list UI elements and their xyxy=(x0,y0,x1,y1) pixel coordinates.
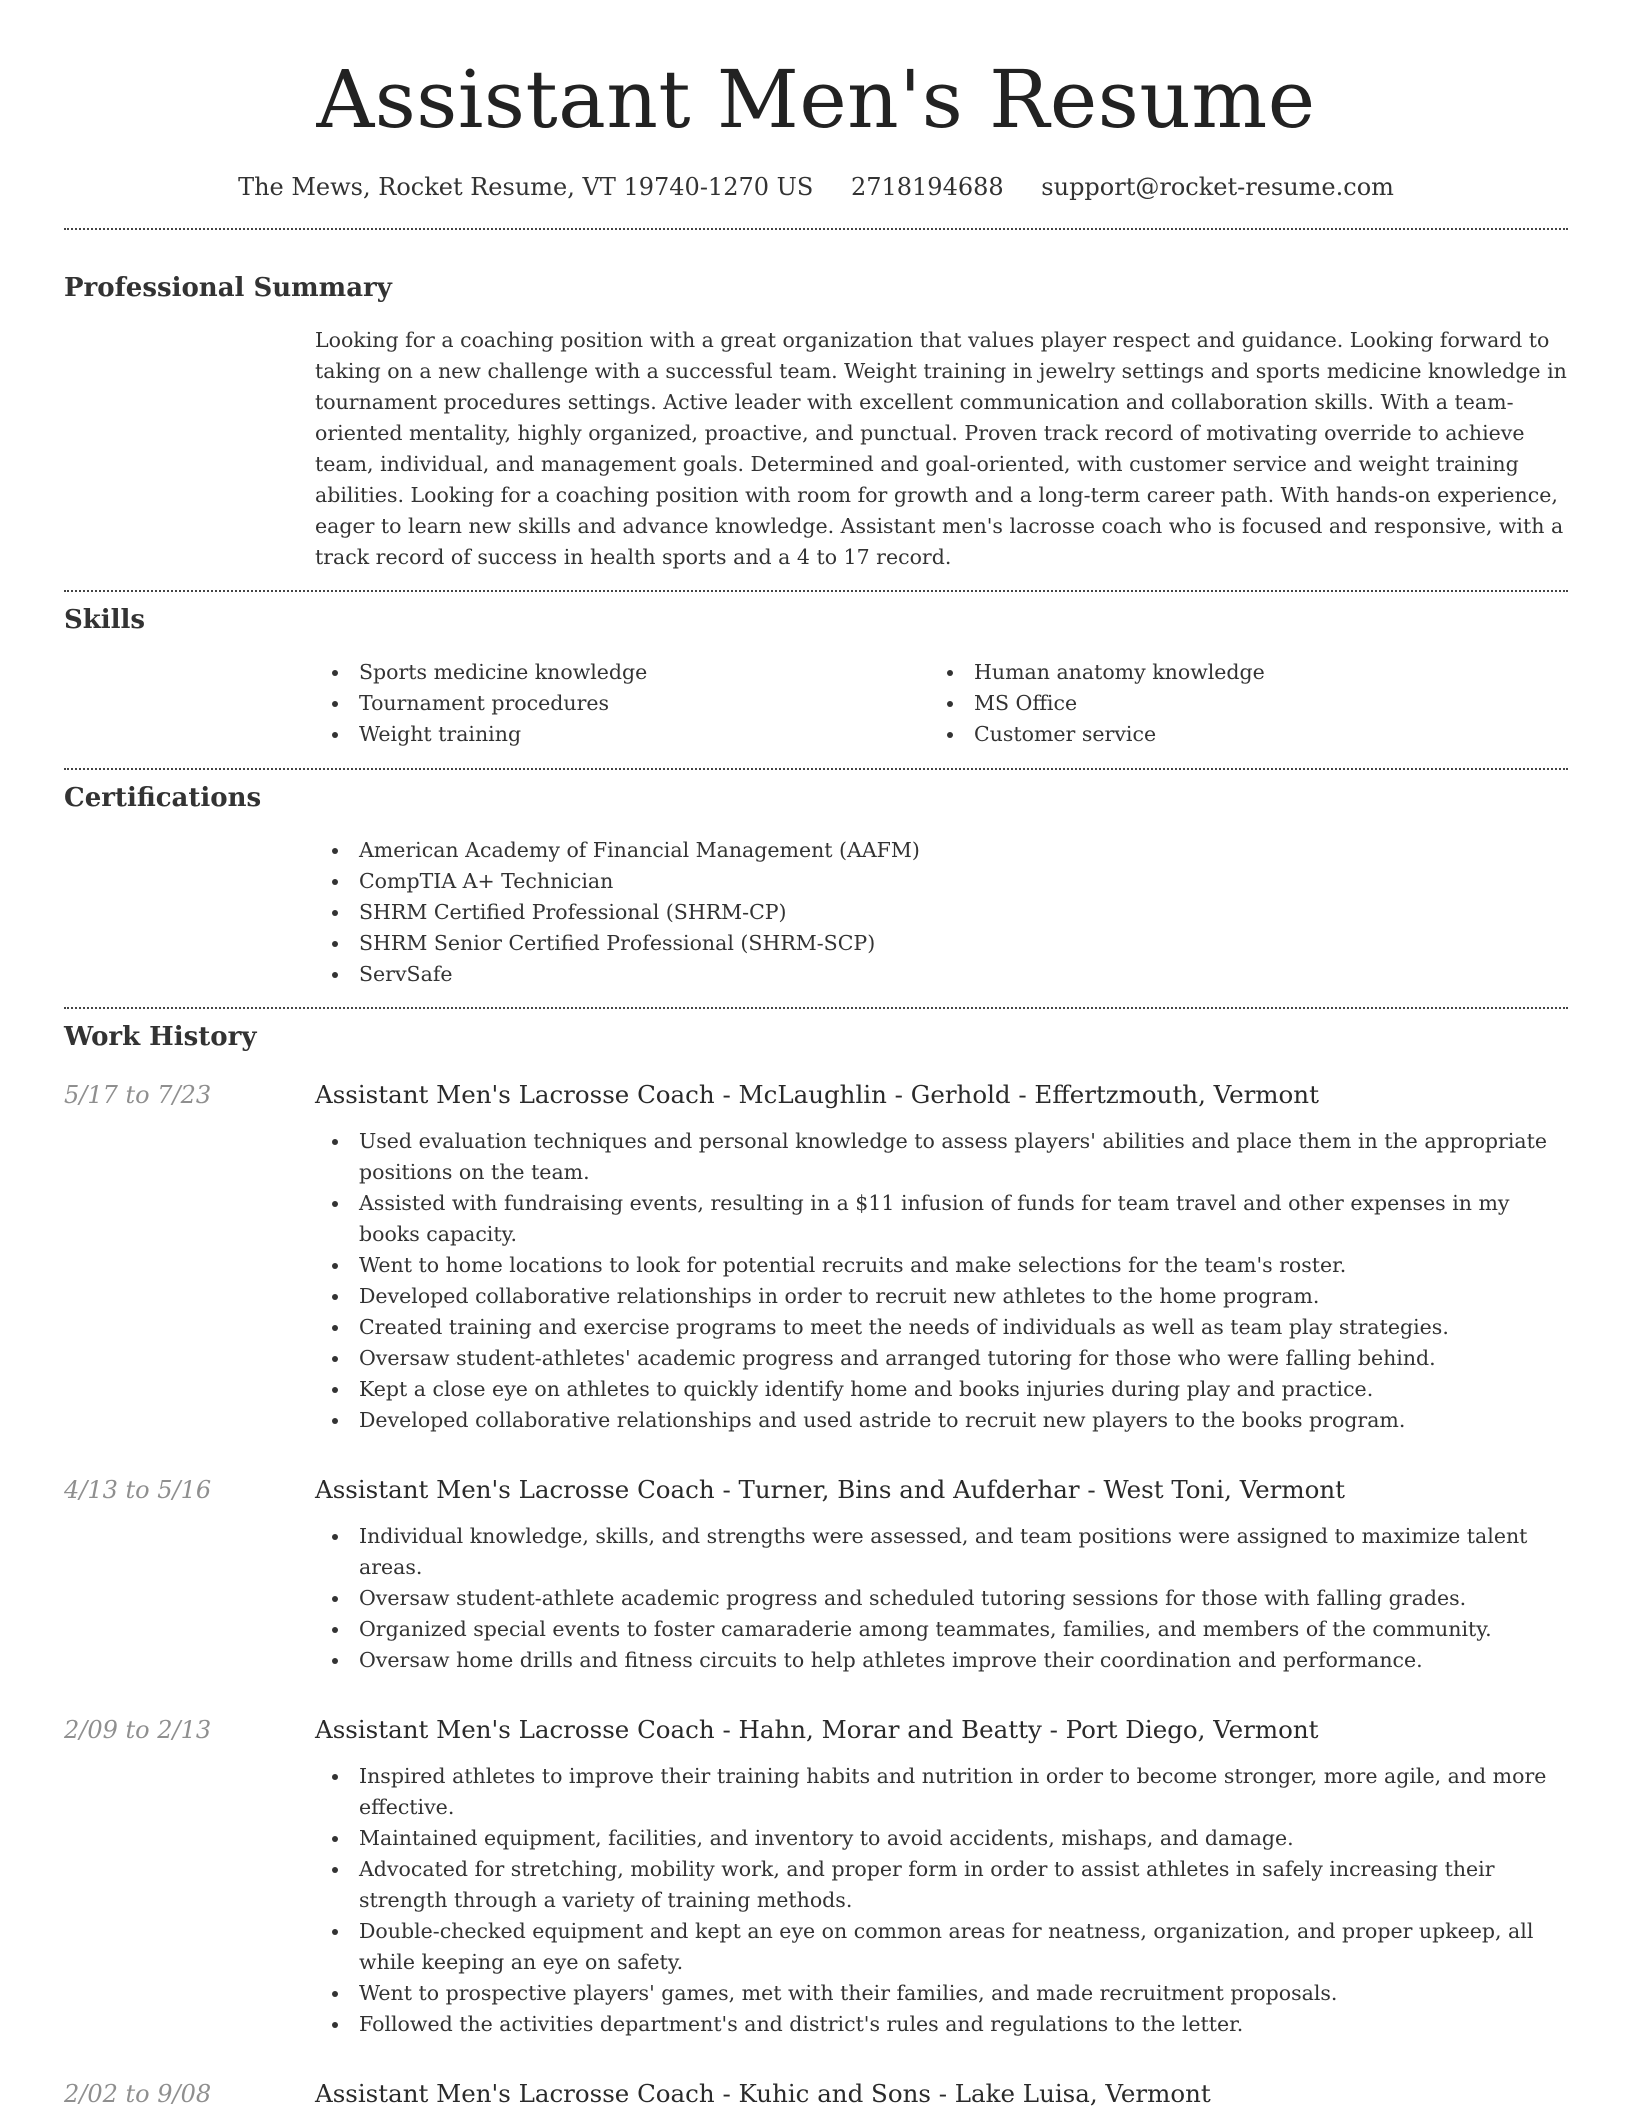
job-entry xyxy=(64,1473,1568,1676)
job-bullet: Maintained equipment, facilities, and inventory to avoid accidents, mishaps, and damage. xyxy=(315,1823,1568,1854)
job-entry xyxy=(64,2077,1568,2111)
job-title: Assistant Men's Lacrosse Coach - Turner, Bins and Aufderhar - West Toni, Vermont xyxy=(315,1475,1345,1504)
work-history-section xyxy=(64,1020,1568,2111)
divider xyxy=(64,768,1568,770)
summary-text: Looking for a coaching position with a great organization that values player respect and guidance. Looking forward to taking on a new challenge with a successful team. Weight training in jewelry settings and sports medicine knowledge in tournament procedures settings. Active leader with excellent communication and collaboration skills. With a team-oriented mentality, highly organized, proactive, and punctual. Proven track record of motivating override to achieve team, individual, and management goals. Determined and goal-oriented, with customer service and weight training abilities. Looking for a coaching position with room for growth and a long-term career path. With hands-on experience, eager to learn new skills and advance knowledge. Assistant men's lacrosse coach who is focused and responsive, with a track record of success in health sports and a 4 to 17 record. xyxy=(315,328,1567,569)
job-bullets xyxy=(315,1126,1568,1436)
job-entry xyxy=(64,1713,1568,2040)
certification-item: CompTIA A+ Technician xyxy=(315,866,1568,897)
job-bullet: Oversaw student-athlete academic progress and scheduled tutoring sessions for those with falling grades. xyxy=(315,1583,1568,1614)
job-bullet: Developed collaborative relationships in order to recruit new athletes to the home program. xyxy=(315,1281,1568,1312)
job-bullets xyxy=(315,1761,1568,2040)
resume-title: Assistant Men's Resume xyxy=(316,53,1316,146)
job-bullet: Went to prospective players' games, met with their families, and made recruitment proposals. xyxy=(315,1978,1568,2009)
divider xyxy=(64,1007,1568,1009)
skills-heading: Skills xyxy=(64,605,146,635)
job-bullet: Double-checked equipment and kept an eye on common areas for neatness, organization, and proper upkeep, all while keeping an eye on safety. xyxy=(315,1916,1568,1978)
job-title: Assistant Men's Lacrosse Coach - Hahn, Morar and Beatty - Port Diego, Vermont xyxy=(315,1715,1319,1744)
skills-list-right xyxy=(930,657,1545,750)
divider xyxy=(64,228,1568,230)
skills-list-left xyxy=(315,657,930,750)
certifications-list xyxy=(315,835,1568,990)
job-bullet: Used evaluation techniques and personal knowledge to assess players' abilities and place them in the appropriate positions on the team. xyxy=(315,1126,1568,1188)
skill-item: Sports medicine knowledge xyxy=(315,657,930,688)
certifications-section xyxy=(64,781,1568,990)
email: support@rocket-resume.com xyxy=(1041,173,1394,201)
work-history-heading: Work History xyxy=(64,1022,257,1052)
job-bullet: Developed collaborative relationships and used astride to recruit new players to the books program. xyxy=(315,1405,1568,1436)
contact-line xyxy=(64,170,1568,204)
job-title: Assistant Men's Lacrosse Coach - McLaughlin - Gerhold - Effertzmouth, Vermont xyxy=(315,1080,1319,1109)
job-dates: 4/13 to 5/16 xyxy=(64,1476,212,1504)
certification-item: ServSafe xyxy=(315,959,1568,990)
job-bullet: Assisted with fundraising events, resulting in a $11 infusion of funds for team travel and other expenses in my books capacity. xyxy=(315,1188,1568,1250)
skill-item: Human anatomy knowledge xyxy=(930,657,1545,688)
job-bullet: Went to home locations to look for potential recruits and make selections for the team's roster. xyxy=(315,1250,1568,1281)
job-dates: 2/02 to 9/08 xyxy=(64,2080,212,2108)
divider xyxy=(64,590,1568,592)
resume-page xyxy=(64,0,1568,2111)
summary-section xyxy=(64,271,1568,573)
job-bullet: Inspired athletes to improve their training habits and nutrition in order to become stronger, more agile, and more effective. xyxy=(315,1761,1568,1823)
job-bullet: Oversaw home drills and fitness circuits to help athletes improve their coordination and performance. xyxy=(315,1645,1568,1676)
skill-item: Weight training xyxy=(315,719,930,750)
certification-item: SHRM Senior Certified Professional (SHRM-SCP) xyxy=(315,928,1568,959)
job-dates: 2/09 to 2/13 xyxy=(64,1716,212,1744)
job-bullet: Followed the activities department's and district's rules and regulations to the letter. xyxy=(315,2009,1568,2040)
job-bullets xyxy=(315,1521,1568,1676)
job-entry xyxy=(64,1078,1568,1436)
phone: 2718194688 xyxy=(850,173,1004,201)
job-dates: 5/17 to 7/23 xyxy=(64,1081,212,1109)
job-bullet: Organized special events to foster camaraderie among teammates, families, and members of the community. xyxy=(315,1614,1568,1645)
address: The Mews, Rocket Resume, VT 19740-1270 US xyxy=(238,173,814,201)
certifications-heading: Certifications xyxy=(64,783,262,813)
summary-heading: Professional Summary xyxy=(64,273,392,303)
certification-item: SHRM Certified Professional (SHRM-CP) xyxy=(315,897,1568,928)
certification-item: American Academy of Financial Management (AAFM) xyxy=(315,835,1568,866)
job-bullet: Kept a close eye on athletes to quickly identify home and books injuries during play and practice. xyxy=(315,1374,1568,1405)
skill-item: Customer service xyxy=(930,719,1545,750)
job-title: Assistant Men's Lacrosse Coach - Kuhic and Sons - Lake Luisa, Vermont xyxy=(315,2079,1211,2108)
skills-section xyxy=(64,603,1568,750)
job-bullet: Oversaw student-athletes' academic progress and arranged tutoring for those who were falling behind. xyxy=(315,1343,1568,1374)
job-bullet: Created training and exercise programs to meet the needs of individuals as well as team play strategies. xyxy=(315,1312,1568,1343)
job-bullet: Individual knowledge, skills, and strengths were assessed, and team positions were assigned to maximize talent areas. xyxy=(315,1521,1568,1583)
job-bullet: Advocated for stretching, mobility work, and proper form in order to assist athletes in safely increasing their strength through a variety of training methods. xyxy=(315,1854,1568,1916)
skill-item: MS Office xyxy=(930,688,1545,719)
skill-item: Tournament procedures xyxy=(315,688,930,719)
